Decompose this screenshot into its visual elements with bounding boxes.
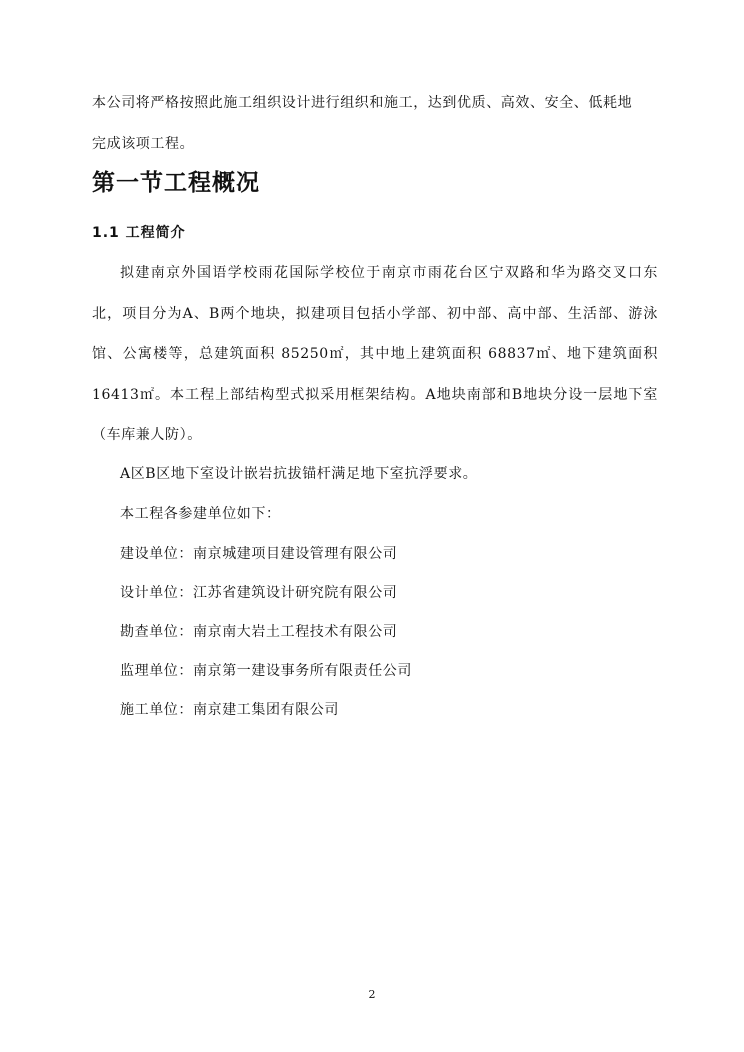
basement-note: A区B区地下室设计嵌岩抗拔锚杆满足地下室抗浮要求。 — [120, 466, 478, 482]
unit-line-construction: 建设单位：南京城建项目建设管理有限公司 — [120, 546, 398, 562]
page-number: 2 — [368, 988, 376, 1001]
unit-line-supervision: 监理单位：南京第一建设事务所有限责任公司 — [120, 663, 412, 679]
unit-line-design: 设计单位：江苏省建筑设计研究院有限公司 — [120, 585, 398, 601]
unit-line-survey: 勘查单位：南京南大岩土工程技术有限公司 — [120, 624, 398, 640]
units-intro: 本工程各参建单位如下： — [120, 506, 281, 522]
unit-line-contractor: 施工单位：南京建工集团有限公司 — [120, 702, 339, 718]
intro-line-2: 完成该项工程。 — [92, 135, 195, 152]
section-title: 第一节工程概况 — [92, 170, 260, 196]
intro-paragraph — [92, 83, 658, 164]
subsection-title: 1.1 工程简介 — [92, 225, 186, 241]
intro-line-1: 本公司将严格按照此施工组织设计进行组织和施工，达到优质、高效、安全、低耗地 — [92, 95, 633, 111]
overview-paragraph: 拟建南京外国语学校雨花国际学校位于南京市雨花台区宁双路和华为路交叉口东北，项目分为A、B两个地块，拟建项目包括小学部、初中部、高中部、生活部、游泳馆、公寓楼等，总建筑面积 85250㎡，其中地上建筑面积 68837㎡、地下建筑面积 16413㎡。本工程上部结构型式拟采用框架结构。A地块南部和B地块分设一层地下室（车库兼人防）。 — [92, 265, 658, 443]
